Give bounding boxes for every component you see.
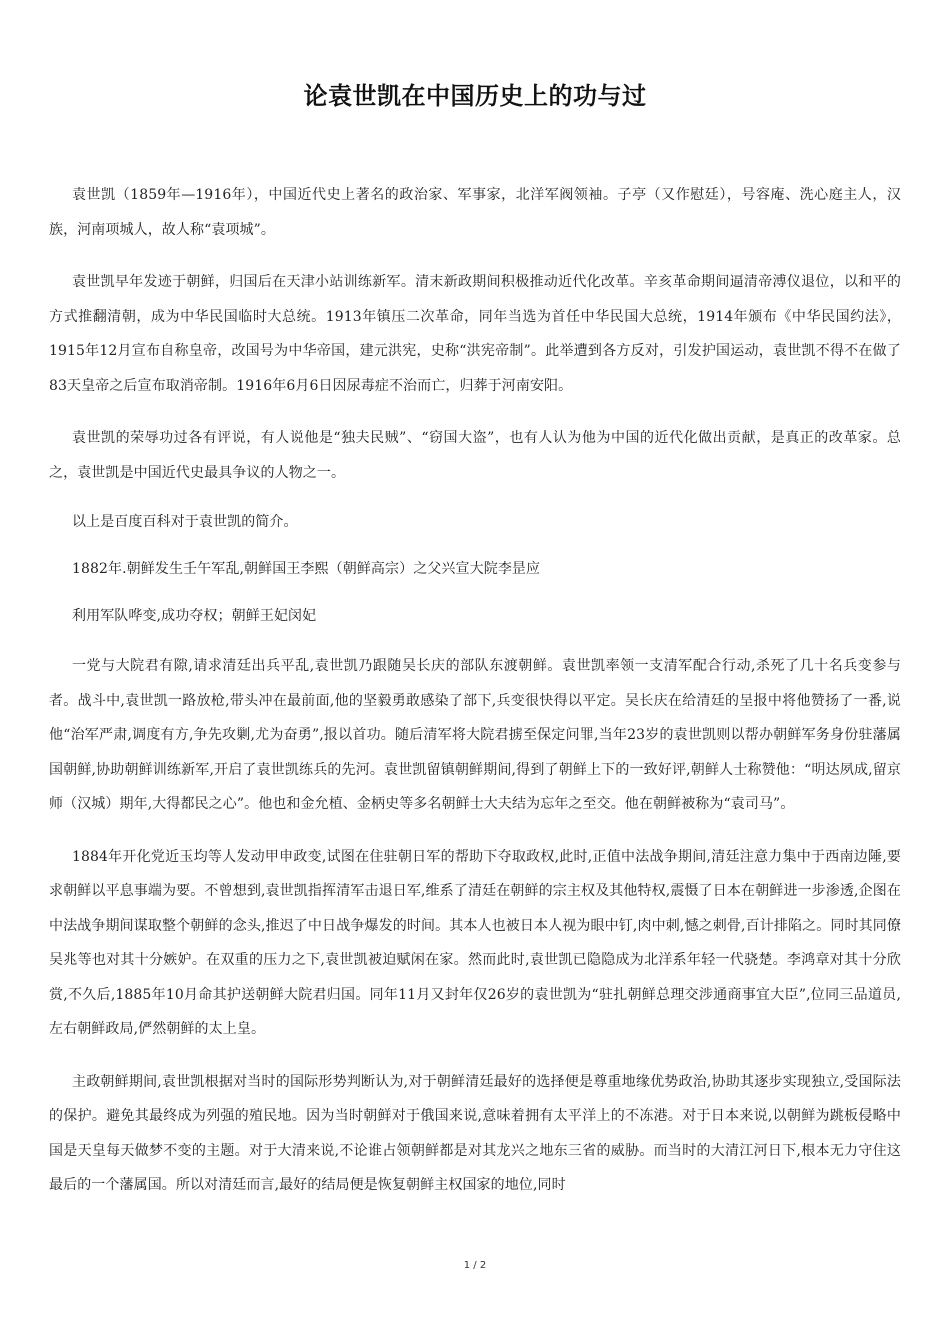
paragraph-1882: 1882年.朝鲜发生壬午军乱,朝鲜国王李熙（朝鲜高宗）之父兴宣大院李昰应 bbox=[72, 561, 541, 577]
document-body bbox=[49, 178, 901, 1221]
paragraph-source-note: 以上是百度百科对于袁世凯的简介。 bbox=[72, 514, 298, 530]
paragraph-korea-policy: 主政朝鲜期间,袁世凯根据对当时的国际形势判断认为,对于朝鲜清廷最好的选择便是尊重地缘优势政治,协助其逐步实现独立,受国际法的保护。避免其最终成为列强的殖民地。因为当时朝鲜对于俄国来说,意味着拥有太平洋上的不冻港。对于日本来说,以朝鲜为跳板侵略中国是天皇每天做梦不变的主题。对于大清来说,不论谁占领朝鲜都是对其龙兴之地东三省的威胁。而当时的大清江河日下,根本无力守住这最后的一个藩属国。所以对清廷而言,最好的结局便是恢复朝鲜主权国家的地位,同时 bbox=[49, 1073, 901, 1193]
page-indicator: 1 / 2 bbox=[463, 1260, 487, 1271]
paragraph-career: 袁世凯早年发迹于朝鲜，归国后在天津小站训练新军。清末新政期间积极推动近代化改革。辛亥革命期间逼清帝溥仪退位，以和平的方式推翻清朝，成为中华民国临时大总统。1913年镇压二次革命，同年当选为首任中华民国大总统，1914年颁布《中华民国约法》，1915年12月宣布自称皇帝，改国号为中华帝国，建元洪宪，史称“洪宪帝制”。此举遭到各方反对，引发护国运动，袁世凯不得不在做了83天皇帝之后宣布取消帝制。1916年6月6日因尿毒症不治而亡，归葬于河南安阳。 bbox=[49, 274, 901, 394]
paragraph-intro: 袁世凯（1859年—1916年），中国近代史上著名的政治家、军事家，北洋军阀领袖。子亭（又作慰廷），号容庵、洗心庭主人，汉族，河南项城人，故人称“袁项城”。 bbox=[49, 187, 901, 238]
document-title: 论袁世凯在中国历史上的功与过 bbox=[303, 82, 647, 110]
paragraph-1884: 1884年开化党近玉均等人发动甲申政变,试图在住驻朝日军的帮助下夺取政权,此时,正值中法战争期间,清廷注意力集中于西南边陲,要求朝鲜以平息事端为要。不曾想到,袁世凯指挥清军击退日军,维系了清廷在朝鲜的宗主权及其他特权,震慑了日本在朝鲜进一步渗透,企图在中法战争期间谋取整个朝鲜的念头,推迟了中日战争爆发的时间。其本人也被日本人视为眼中钉,肉中刺,憾之刺骨,百计排陷之。同时其同僚吴兆等也对其十分嫉妒。在双重的压力之下,袁世凯被迫赋闲在家。然而此时,袁世凯已隐隐成为北洋系年轻一代骁楚。李鸿章对其十分欣赏,不久后,1885年10月命其护送朝鲜大院君归国。同年11月又封年仅26岁的袁世凯为“驻扎朝鲜总理交涉通商事宜大臣”,位同三品道员,左右朝鲜政局,俨然朝鲜的太上皇。 bbox=[49, 848, 901, 1037]
paragraph-korea-mission: 一党与大院君有隙,请求清廷出兵平乱,袁世凯乃跟随吴长庆的部队东渡朝鲜。袁世凯率领一支清军配合行动,杀死了几十名兵变参与者。战斗中,袁世凯一路放枪,带头冲在最前面,他的坚毅勇敢感染了部下,兵变很快得以平定。吴长庆在给清廷的呈报中将他赞扬了一番,说他“治军严肃,调度有方,争先攻剿,尤为奋勇”,报以首功。随后清军将大院君掳至保定问罪,当年23岁的袁世凯则以帮办朝鲜军务身份驻藩属国朝鲜,协助朝鲜训练新军,开启了袁世凯练兵的先河。袁世凯留镇朝鲜期间,得到了朝鲜上下的一致好评,朝鲜人士称赞他：“明达夙成,留京师（汉城）期年,大得都民之心”。他也和金允植、金柄史等多名朝鲜士大夫结为忘年之至交。他在朝鲜被称为“袁司马”。 bbox=[49, 658, 901, 812]
paragraph-evaluation: 袁世凯的荣辱功过各有评说，有人说他是“独夫民贼”、“窃国大盗”，也有人认为他为中国的近代化做出贡献，是真正的改革家。总之，袁世凯是中国近代史最具争议的人物之一。 bbox=[49, 430, 901, 481]
paragraph-coup: 利用军队哗变,成功夺权；朝鲜王妃闵妃 bbox=[72, 608, 317, 624]
